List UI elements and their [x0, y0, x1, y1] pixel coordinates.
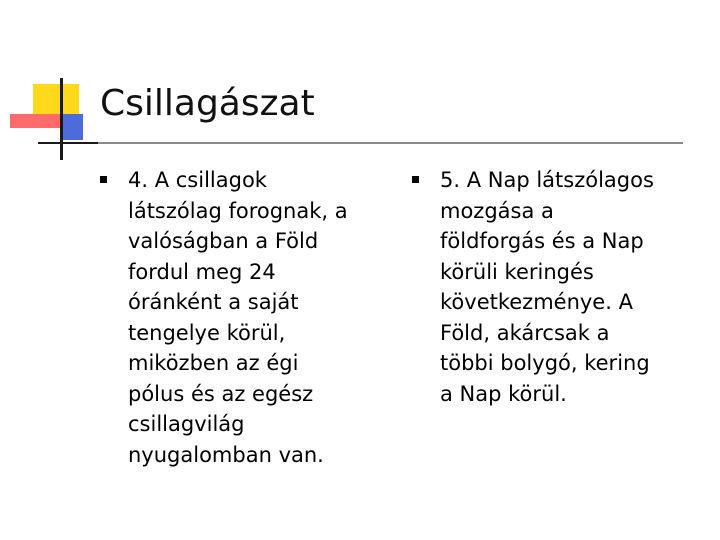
slide-title: Csillagászat: [100, 83, 315, 124]
left-bullet-text: 4. A csillagok látszólag forognak, a valóságban a Föld fordul meg 24 óránként a saját tengelye körül, miközben az égi pólus és az egész csillagvilág nyugalomban van.: [128, 168, 348, 467]
logo-blue-square: [60, 114, 83, 140]
logo-red-bar: [10, 114, 60, 128]
right-bullet-text: 5. A Nap látszólagos mozgása a földforgás és a Nap körüli keringés következménye. A Föld, akárcsak a többi bolygó, kering a Nap körül.: [440, 168, 654, 406]
title-underline: [38, 142, 683, 144]
logo-vertical-line: [60, 78, 63, 160]
bullet-square-icon: [412, 176, 419, 183]
bullet-square-icon: [100, 176, 107, 183]
title-underline-accent: [38, 142, 98, 144]
